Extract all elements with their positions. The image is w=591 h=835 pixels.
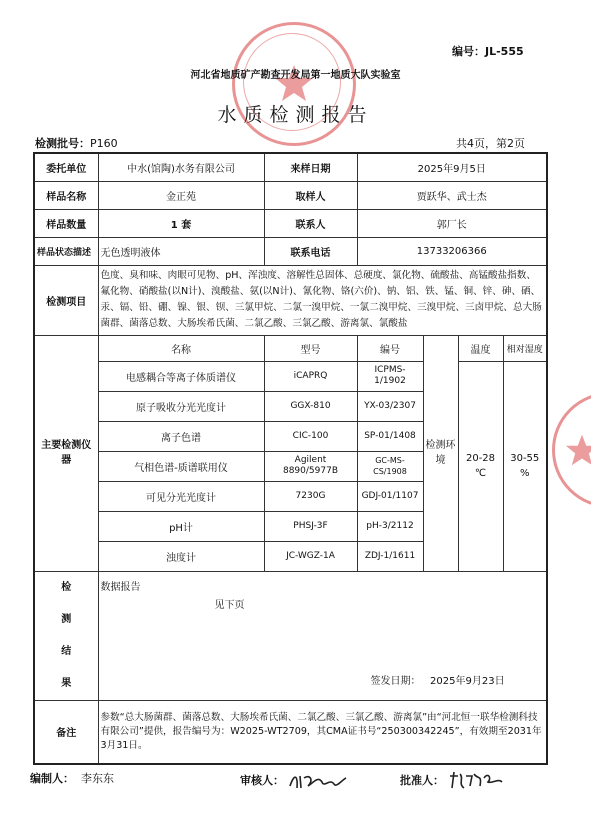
- instrument-number: GDJ-01/1107: [357, 481, 423, 511]
- environment-label: 检测环境: [423, 335, 458, 571]
- items-row: [34, 265, 547, 335]
- instrument-row: [34, 361, 547, 391]
- instrument-name: 电感耦合等离子体质谱仪: [98, 361, 264, 391]
- remark-label: 备注: [34, 700, 98, 764]
- issue-date: [371, 672, 505, 687]
- instrument-name: 离子色谱: [98, 421, 264, 451]
- test-items-text: 色度、臭和味、肉眼可见物、pH、浑浊度、溶解性总固体、总硬度、氯化物、硫酸盐、高锰酸盐指数、氟化物、硝酸盐(以N计)、溴酸盐、氨(以N计)、氰化物、铬(六价)、钠、铝、铁、锰、铜、锌、砷、硒、汞、镉、铅、硼、镍、银、钡、三氯甲烷、二氯一溴甲烷、一氯二溴甲烷、三溴甲烷、三卤甲烷、总大肠菌群、菌落总数、大肠埃希氏菌、二氯乙酸、三氯乙酸、游离氯、氯酸盐: [98, 265, 547, 335]
- client-row: [34, 153, 547, 181]
- received-date-label: 来样日期: [264, 153, 357, 181]
- report-title: 水质检测报告: [217, 104, 374, 126]
- result-label: [34, 571, 98, 700]
- remark-row: [34, 700, 547, 764]
- received-date-value: 2025年9月5日: [357, 153, 547, 181]
- approver-label: 批准人：: [400, 774, 444, 787]
- state-value: 无色透明液体: [98, 237, 264, 265]
- instrument-name-header: 名称: [98, 335, 264, 361]
- instrument-name: 可见分光光度计: [98, 481, 264, 511]
- instrument-model: GGX-810: [264, 391, 357, 421]
- test-items-label: 检测项目: [34, 265, 98, 335]
- document-number: 编号：JL-555: [452, 45, 524, 58]
- instrument-header-row: [34, 335, 547, 361]
- instrument-number-header: 编号: [357, 335, 423, 361]
- official-seal-stamp: [232, 22, 356, 146]
- sampler-value: 贾跃华、武士杰: [357, 181, 547, 209]
- seal-star-icon: [565, 433, 591, 467]
- result-label-char: 果: [61, 677, 72, 689]
- result-row: [34, 571, 547, 700]
- instrument-name: 原子吸收分光光度计: [98, 391, 264, 421]
- humidity-header: 相对湿度: [503, 335, 547, 361]
- instrument-model: Agilent 8890/5977B: [264, 451, 357, 481]
- batch-value: P160: [90, 137, 118, 150]
- client-value: 中水(馆陶)水务有限公司: [98, 153, 264, 181]
- instrument-model: CIC-100: [264, 421, 357, 451]
- page-info: 共4页，第2页: [456, 137, 525, 150]
- issue-date-value: 2025年9月23日: [430, 675, 505, 687]
- result-label-char: 检: [61, 581, 72, 593]
- instrument-number: ZDJ-1/1611: [357, 541, 423, 571]
- instrument-model: JC-WGZ-1A: [264, 541, 357, 571]
- instrument-model: 7230G: [264, 481, 357, 511]
- instrument-model: PHSJ-3F: [264, 511, 357, 541]
- humidity-value: 30-55 %: [503, 361, 547, 571]
- temperature-header: 温度: [458, 335, 503, 361]
- author-label: 编制人：: [30, 772, 74, 785]
- temperature-value: 20-28 ℃: [458, 361, 503, 571]
- report-table: [33, 152, 548, 765]
- result-label-char: 结: [61, 645, 72, 657]
- quantity-label: 样品数量: [34, 209, 98, 237]
- instrument-model: iCAPRQ: [264, 361, 357, 391]
- contact-label: 联系人: [264, 209, 357, 237]
- reviewer-signature: [240, 770, 348, 792]
- organization-name: 河北省地质矿产勘查开发局第一地质大队实验室: [190, 70, 401, 81]
- approver-handwritten-signature: [448, 770, 504, 792]
- instrument-name: 气相色谱-质谱联用仪: [98, 451, 264, 481]
- quantity-value: 1 套: [98, 209, 264, 237]
- result-label-char: 测: [61, 613, 72, 625]
- instrument-number: ICPMS-1/1902: [357, 361, 423, 391]
- state-row: [34, 237, 547, 265]
- phone-value: 13733206366: [357, 237, 547, 265]
- client-label: 委托单位: [34, 153, 98, 181]
- instrument-number: GC-MS-CS/1908: [357, 451, 423, 481]
- inspection-seal-stamp: [552, 392, 591, 508]
- instrument-name: pH计: [98, 511, 264, 541]
- batch-number: [35, 135, 118, 151]
- sampler-label: 取样人: [264, 181, 357, 209]
- instrument-model-header: 型号: [264, 335, 357, 361]
- approver-signature: [400, 770, 504, 792]
- issue-date-label: 签发日期：: [370, 675, 421, 687]
- data-report-label: 数据报告: [100, 581, 141, 593]
- instrument-number: SP-01/1408: [357, 421, 423, 451]
- sample-name-label: 样品名称: [34, 181, 98, 209]
- see-below-text: 见下页: [214, 599, 245, 611]
- state-label: 样品状态描述: [34, 237, 98, 265]
- quantity-row: [34, 209, 547, 237]
- reviewer-label: 审核人：: [240, 774, 284, 787]
- reviewer-handwritten-signature: [288, 770, 348, 792]
- author-name: 李东东: [81, 772, 114, 785]
- instrument-number: pH-3/2112: [357, 511, 423, 541]
- sample-name-value: 金正苑: [98, 181, 264, 209]
- phone-label: 联系电话: [264, 237, 357, 265]
- instrument-number: YX-03/2307: [357, 391, 423, 421]
- remark-text: 参数“总大肠菌群、菌落总数、大肠埃希氏菌、二氯乙酸、三氯乙酸、游离氯”由“河北恒一联华检测科技有限公司”提供，报告编号为：W2025-WT2709，其CMA证书号“250300342245”，有效期至2031年3月31日。: [98, 700, 547, 764]
- instruments-label: 主要检测仪器: [34, 335, 98, 571]
- contact-value: 郭厂长: [357, 209, 547, 237]
- instrument-name: 浊度计: [98, 541, 264, 571]
- batch-label: 检测批号：: [35, 137, 90, 150]
- author-signature: [30, 770, 114, 786]
- result-content: [98, 571, 547, 700]
- sample-name-row: [34, 181, 547, 209]
